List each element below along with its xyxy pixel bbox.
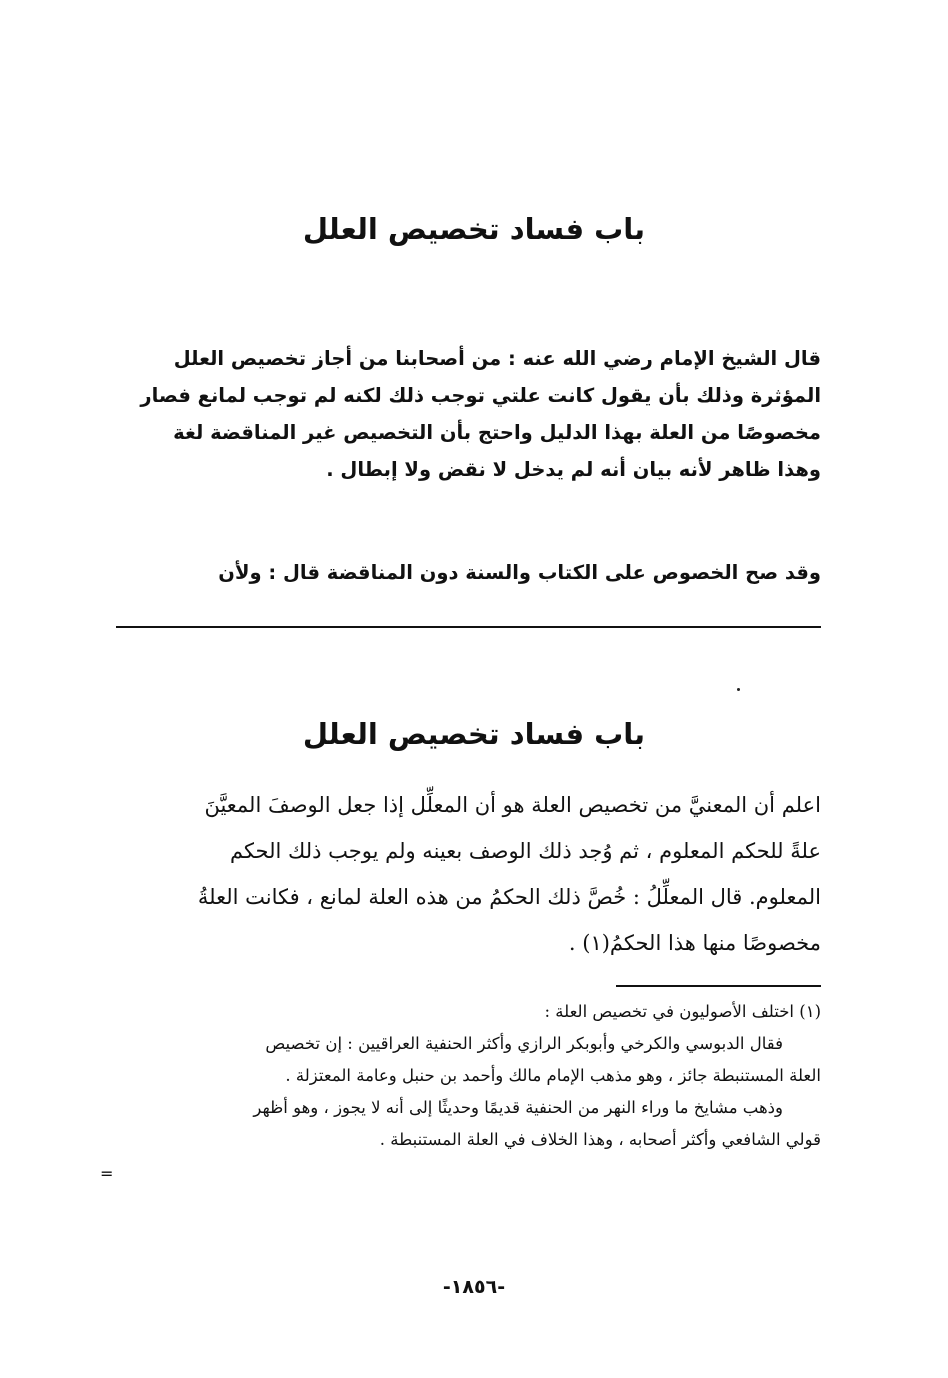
footnote — [116, 996, 821, 1156]
footnote-line-2: فقال الدبوسي والكرخي وأبوبكر الرازي وأكثر الحنفية العراقيين : إن تخصيص — [265, 1034, 783, 1053]
upper-last-line — [116, 554, 821, 591]
margin-mark: = — [100, 1164, 114, 1183]
upper-line-5: وقد صح الخصوص على الكتاب والسنة دون المناقضة قال : ولأن — [218, 561, 821, 584]
upper-line-4: وهذا ظاهر لأنه بيان أنه لم يدخل لا نقض ولا إبطال . — [326, 458, 821, 481]
lower-line-4: مخصوصًا منها هذا الحكمُ(١) . — [568, 931, 821, 955]
footnote-line-3: العلة المستنبطة جائز ، وهو مذهب الإمام مالك وأحمد بن حنبل وعامة المعتزلة . — [285, 1066, 821, 1085]
footnote-line-5: قولي الشافعي وأكثر أصحابه ، وهذا الخلاف في العلة المستنبطة . — [379, 1130, 821, 1149]
page-number: -١٨٥٦- — [442, 1276, 506, 1298]
upper-line-2: المؤثرة وذلك بأن يقول كانت علتي توجب ذلك لكنه لم توجب لمانع فصار — [140, 384, 821, 407]
lower-line-1: اعلم أن المعنيَّ من تخصيص العلة هو أن المعلِّل إذا جعل الوصفَ المعيَّنَ — [204, 793, 821, 817]
upper-line-1: قال الشيخ الإمام رضي الله عنه : من أصحابنا من أجاز تخصيص العلل — [173, 347, 821, 370]
footnote-line-1: (١) اختلف الأصوليون في تخصيص العلة : — [544, 1002, 821, 1021]
footnote-line-4: وذهب مشايخ ما وراء النهر من الحنفية قديمًا وحديثًا إلى أنه لا يجوز ، وهو أظهر — [253, 1098, 783, 1117]
section-heading-top: باب فساد تخصيص العلل — [302, 212, 646, 246]
section-divider — [116, 626, 821, 628]
upper-line-3: مخصوصًا من العلة بهذا الدليل واحتج بأن التخصيص غير المناقضة لغة — [173, 421, 821, 444]
section-heading-lower: باب فساد تخصيص العلل — [302, 717, 646, 751]
upper-paragraph — [116, 340, 821, 488]
footnote-divider — [616, 985, 821, 987]
lower-line-2: علةً للحكم المعلوم ، ثم وُجد ذلك الوصف بعينه ولم يوجب ذلك الحكم — [229, 839, 821, 863]
stray-dot — [737, 688, 740, 691]
lower-line-3: المعلوم. قال المعلِّلُ : خُصَّ ذلك الحكمُ من هذه العلة لمانع ، فكانت العلةُ — [197, 885, 821, 909]
lower-paragraph — [116, 782, 821, 966]
